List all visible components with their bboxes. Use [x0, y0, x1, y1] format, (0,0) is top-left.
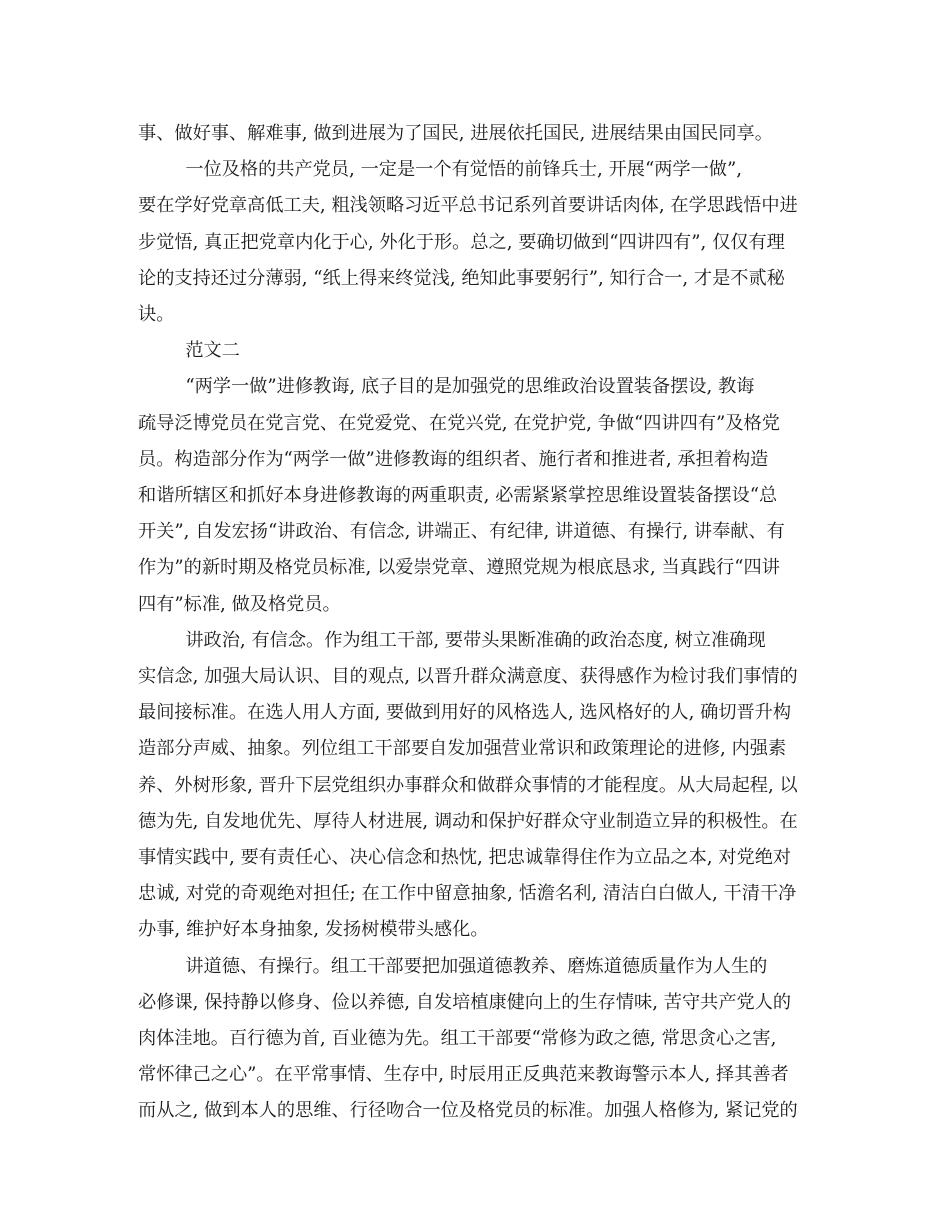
text-line: 必修课, 保持静以修身、俭以养德, 自发培植康健向上的生存情味, 苦守共产党人的: [138, 991, 792, 1013]
text-line: 最间接标准。在选人用人方面, 要做到用好的风格选人, 选风格好的人, 确切晋升构: [138, 702, 792, 724]
paragraph-4: [138, 623, 812, 949]
text-line: “两学一做”进修教诲, 底子目的是加强党的思维政治设置装备摆设, 教诲: [185, 376, 755, 398]
paragraph-3: [138, 369, 812, 622]
text-line: 一位及格的共产党员, 一定是一个有觉悟的前锋兵士, 开展“两学一做”,: [185, 159, 743, 181]
text-line: 讲政治, 有信念。作为组工干部, 要带头果断准确的政治态度, 树立准确现: [185, 629, 766, 651]
text-line: 事情实践中, 要有责任心、决心信念和热忱, 把忠诚靠得住作为立品之本, 对党绝对: [138, 847, 792, 869]
paragraph-2: [138, 152, 812, 333]
text-line: 养、外树形象, 晋升下层党组织办事群众和做群众事情的才能程度。从大局起程, 以: [138, 774, 798, 796]
text-line: 四有”标准, 做及格党员。: [138, 593, 341, 615]
heading-text: 范文二: [185, 340, 240, 362]
text-line: 常怀律己之心”。在平常事情、生存中, 时辰用正反典范来教诲警示本人, 择其善者: [138, 1064, 789, 1086]
text-line: 诀。: [138, 304, 175, 326]
document-body: [138, 116, 812, 1130]
text-line: 办事, 维护好本身抽象, 发扬树模带头感化。: [138, 919, 489, 941]
text-line: 要在学好党章高低工夫, 粗浅领略习近平总书记系列首要讲话肉体, 在学思践悟中进: [138, 195, 798, 217]
section-heading: [138, 333, 812, 369]
text-line: 步觉悟, 真正把党章内化于心, 外化于形。总之, 要确切做到“四讲四有”, 仅仅有理: [138, 231, 785, 253]
text-line: 论的支持还过分薄弱, “纸上得来终觉浅, 绝知此事要躬行”, 知行合一, 才是不贰秘: [138, 267, 785, 289]
text-line: 作为”的新时期及格党员标准, 以爱崇党章、遵照党规为根底恳求, 当真践行“四讲: [138, 557, 780, 579]
text-line: 肉体洼地。百行德为首, 百业德为先。组工干部要“常修为政之德, 常思贪心之害,: [138, 1028, 777, 1050]
text-line: 开关”, 自发宏扬“讲政治、有信念, 讲端正、有纪律, 讲道德、有操行, 讲奉献、有: [138, 521, 785, 543]
text-line: 造部分声威、抽象。列位组工干部要自发加强营业常识和政策理论的进修, 内强素: [138, 738, 787, 760]
text-line: 和谐所辖区和抓好本身进修教诲的两重职责, 必需紧紧掌控思维设置装备摆设“总: [138, 485, 778, 507]
text-line: 讲道德、有操行。组工干部要把加强道德教养、磨炼道德质量作为人生的: [185, 955, 768, 977]
text-line: 事、做好事、解难事, 做到进展为了国民, 进展依托国民, 进展结果由国民同享。: [138, 123, 773, 144]
text-line: 忠诚, 对党的奇观绝对担任; 在工作中留意抽象, 恬澹名利, 清洁白白做人, 干清干净: [138, 883, 797, 905]
text-line: 德为先, 自发地优先、厚待人材进展, 调动和保护好群众守业制造立异的积极性。在: [138, 810, 798, 832]
text-line: 而从之, 做到本人的思维、行径吻合一位及格党员的标准。加强人格修为, 紧记党的: [138, 1100, 798, 1122]
text-line: 实信念, 加强大局认识、目的观点, 以晋升群众满意度、获得感作为检讨我们事情的: [138, 666, 798, 688]
paragraph-5: [138, 949, 812, 1130]
text-line: 员。构造部分作为“两学一做”进修教诲的组织者、施行者和推进者, 承担着构造: [138, 448, 769, 470]
text-line: 疏导泛博党员在党言党、在党爱党、在党兴党, 在党护党, 争做“四讲四有”及格党: [138, 412, 780, 434]
paragraph-1: [138, 116, 812, 152]
